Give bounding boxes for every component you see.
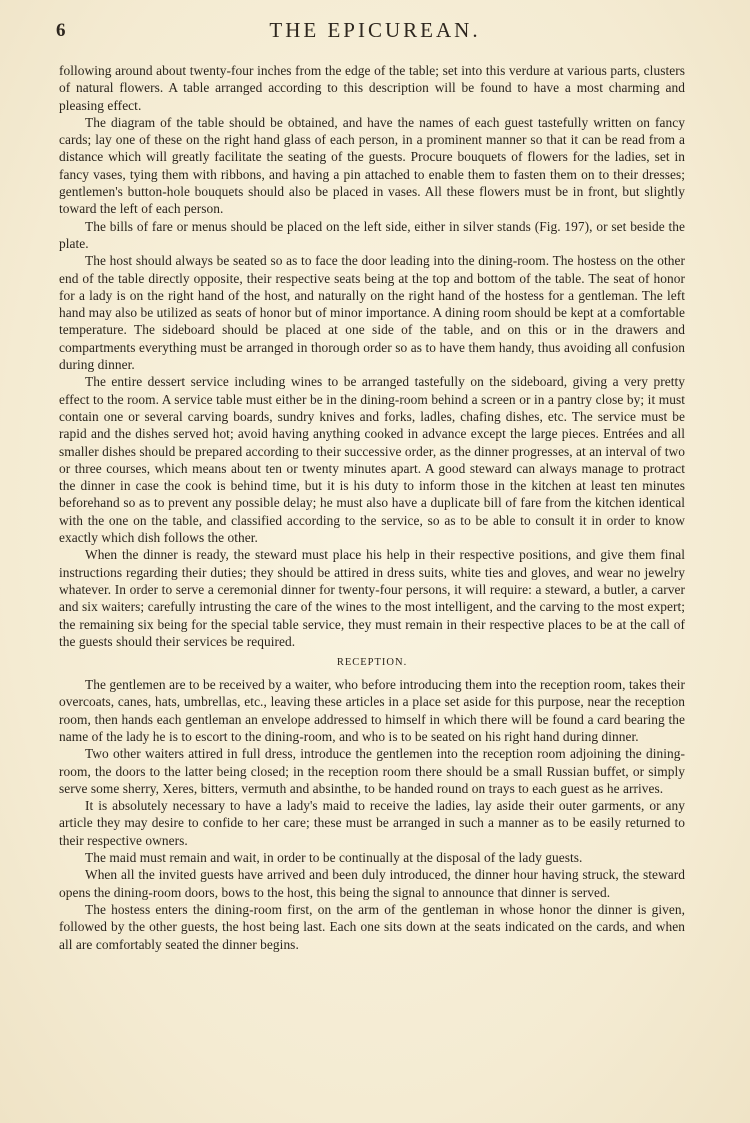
paragraph: It is absolutely necessary to have a lady's maid to receive the ladies, lay aside their outer garments, or any article they may desire to confide to her care; these must be arranged in such a manner as to be easily returned to their respective owners. — [59, 798, 685, 848]
paragraph: The entire dessert service including wines to be arranged tastefully on the sideboard, giving a very pretty effect to the room. A service table must either be in the dining-room behind a screen or in a pantry close by; it must contain one or several carving boards, sundry knives and forks, ladles, chafing dishes, etc. The service must be rapid and the dishes served hot; avoid having anything cooked in advance except the large pieces. Entrées and all smaller dishes should be prepared according to their successive order, as the dinner progresses, at an interval of two or three courses, which means about ten or twenty minutes apart. A good steward can always manage to protract the dinner in case the cook is behind time, but it is his duty to inform those in the kitchen at least ten minutes beforehand so as to prevent any possible delay; he must also have a duplicate bill of fare from the kitchen identical with the one on the table, and classified according to the service, so as to be able to consult it in order to know exactly which dish follows the other. — [59, 374, 685, 546]
paragraph: The diagram of the table should be obtained, and have the names of each guest tastefully written on fancy cards; lay one of these on the right hand glass of each person, in a prominent manner so that it can be read from a distance which will greatly facilitate the seating of the guests. Procure bouquets of flowers for the ladies, set in fancy vases, tying them with ribbons, and having a pin attached to enable them to fasten them on to their dresses; gentlemen's button-hole bouquets should also be placed in vases. All these flowers must be in front, but slightly toward the left of each person. — [59, 114, 685, 217]
paragraph: When the dinner is ready, the steward must place his help in their respective positions, and give them final instructions regarding their duties; they should be attired in dress suits, white ties and gloves, and wear no jewelry whatever. In order to serve a ceremonial dinner for twenty-four persons, it will require: a steward, a butler, a carver and six waiters; carefully intrusting the care of the wines to the most intelligent, and the carving to the most expert; the remaining six being for the special table service, they must remain in their respective places to be at the call of the guests should their services be required. — [59, 547, 685, 649]
paragraph: Two other waiters attired in full dress, introduce the gentlemen into the reception room adjoining the dining-room, the doors to the latter being closed; in the reception room there should be a small Russian buffet, or simply serve some sherry, Xeres, bitters, vermuth and absinthe, to be handed round on trays to each guest as he arrives. — [59, 746, 685, 796]
body-text — [59, 62, 685, 953]
section-heading: RECEPTION. — [336, 657, 408, 669]
page-number: 6 — [56, 20, 66, 41]
paragraph: following around about twenty-four inches from the edge of the table; set into this verdure at various parts, clusters of natural flowers. A table arranged according to this description will be found to have a most charming and pleasing effect. — [59, 63, 685, 113]
running-title: THE EPICUREAN. — [269, 18, 481, 42]
paragraph: The hostess enters the dining-room first, on the arm of the gentleman in whose honor the dinner is given, followed by the other guests, the host being last. Each one sits down at the seats indicated on the cards, and when all are comfortably seated the dinner begins. — [59, 901, 685, 952]
paragraph: The bills of fare or menus should be placed on the left side, either in silver stands (Fig. 197), or set beside the plate. — [59, 218, 685, 251]
paragraph: The gentlemen are to be received by a waiter, who before introducing them into the reception room, takes their overcoats, canes, hats, umbrellas, etc., leaving these articles in a place set aside for this purpose, near the reception room, then hands each gentleman an envelope addressed to himself in which there will be found a card bearing the name of the lady he is to escort to the dining-room, and who is to be seated on his right hand during dinner. — [59, 677, 685, 744]
paragraph: The host should always be seated so as to face the door leading into the dining-room. The hostess on the other end of the table directly opposite, their respective seats being at the top and bottom of the table. The seat of honor for a lady is on the right hand of the host, and naturally on the right hand of the hostess for a gentleman. The left hand may also be utilized as seats of honor but of minor importance. A dining room should be kept at a comfortable temperature. The sideboard should be placed at one side of the table, and on this or in the drawers and compartments everything must be arranged in thorough order so as to have them handy, thus avoiding all confusion during dinner. — [59, 253, 685, 373]
paragraph: When all the invited guests have arrived and been duly introduced, the dinner hour having struck, the steward opens the dining-room doors, bows to the host, this being the signal to announce that dinner is served. — [59, 867, 685, 900]
page-header — [52, 14, 698, 54]
paragraph: The maid must remain and wait, in order to be continually at the disposal of the lady guests. — [85, 850, 583, 866]
